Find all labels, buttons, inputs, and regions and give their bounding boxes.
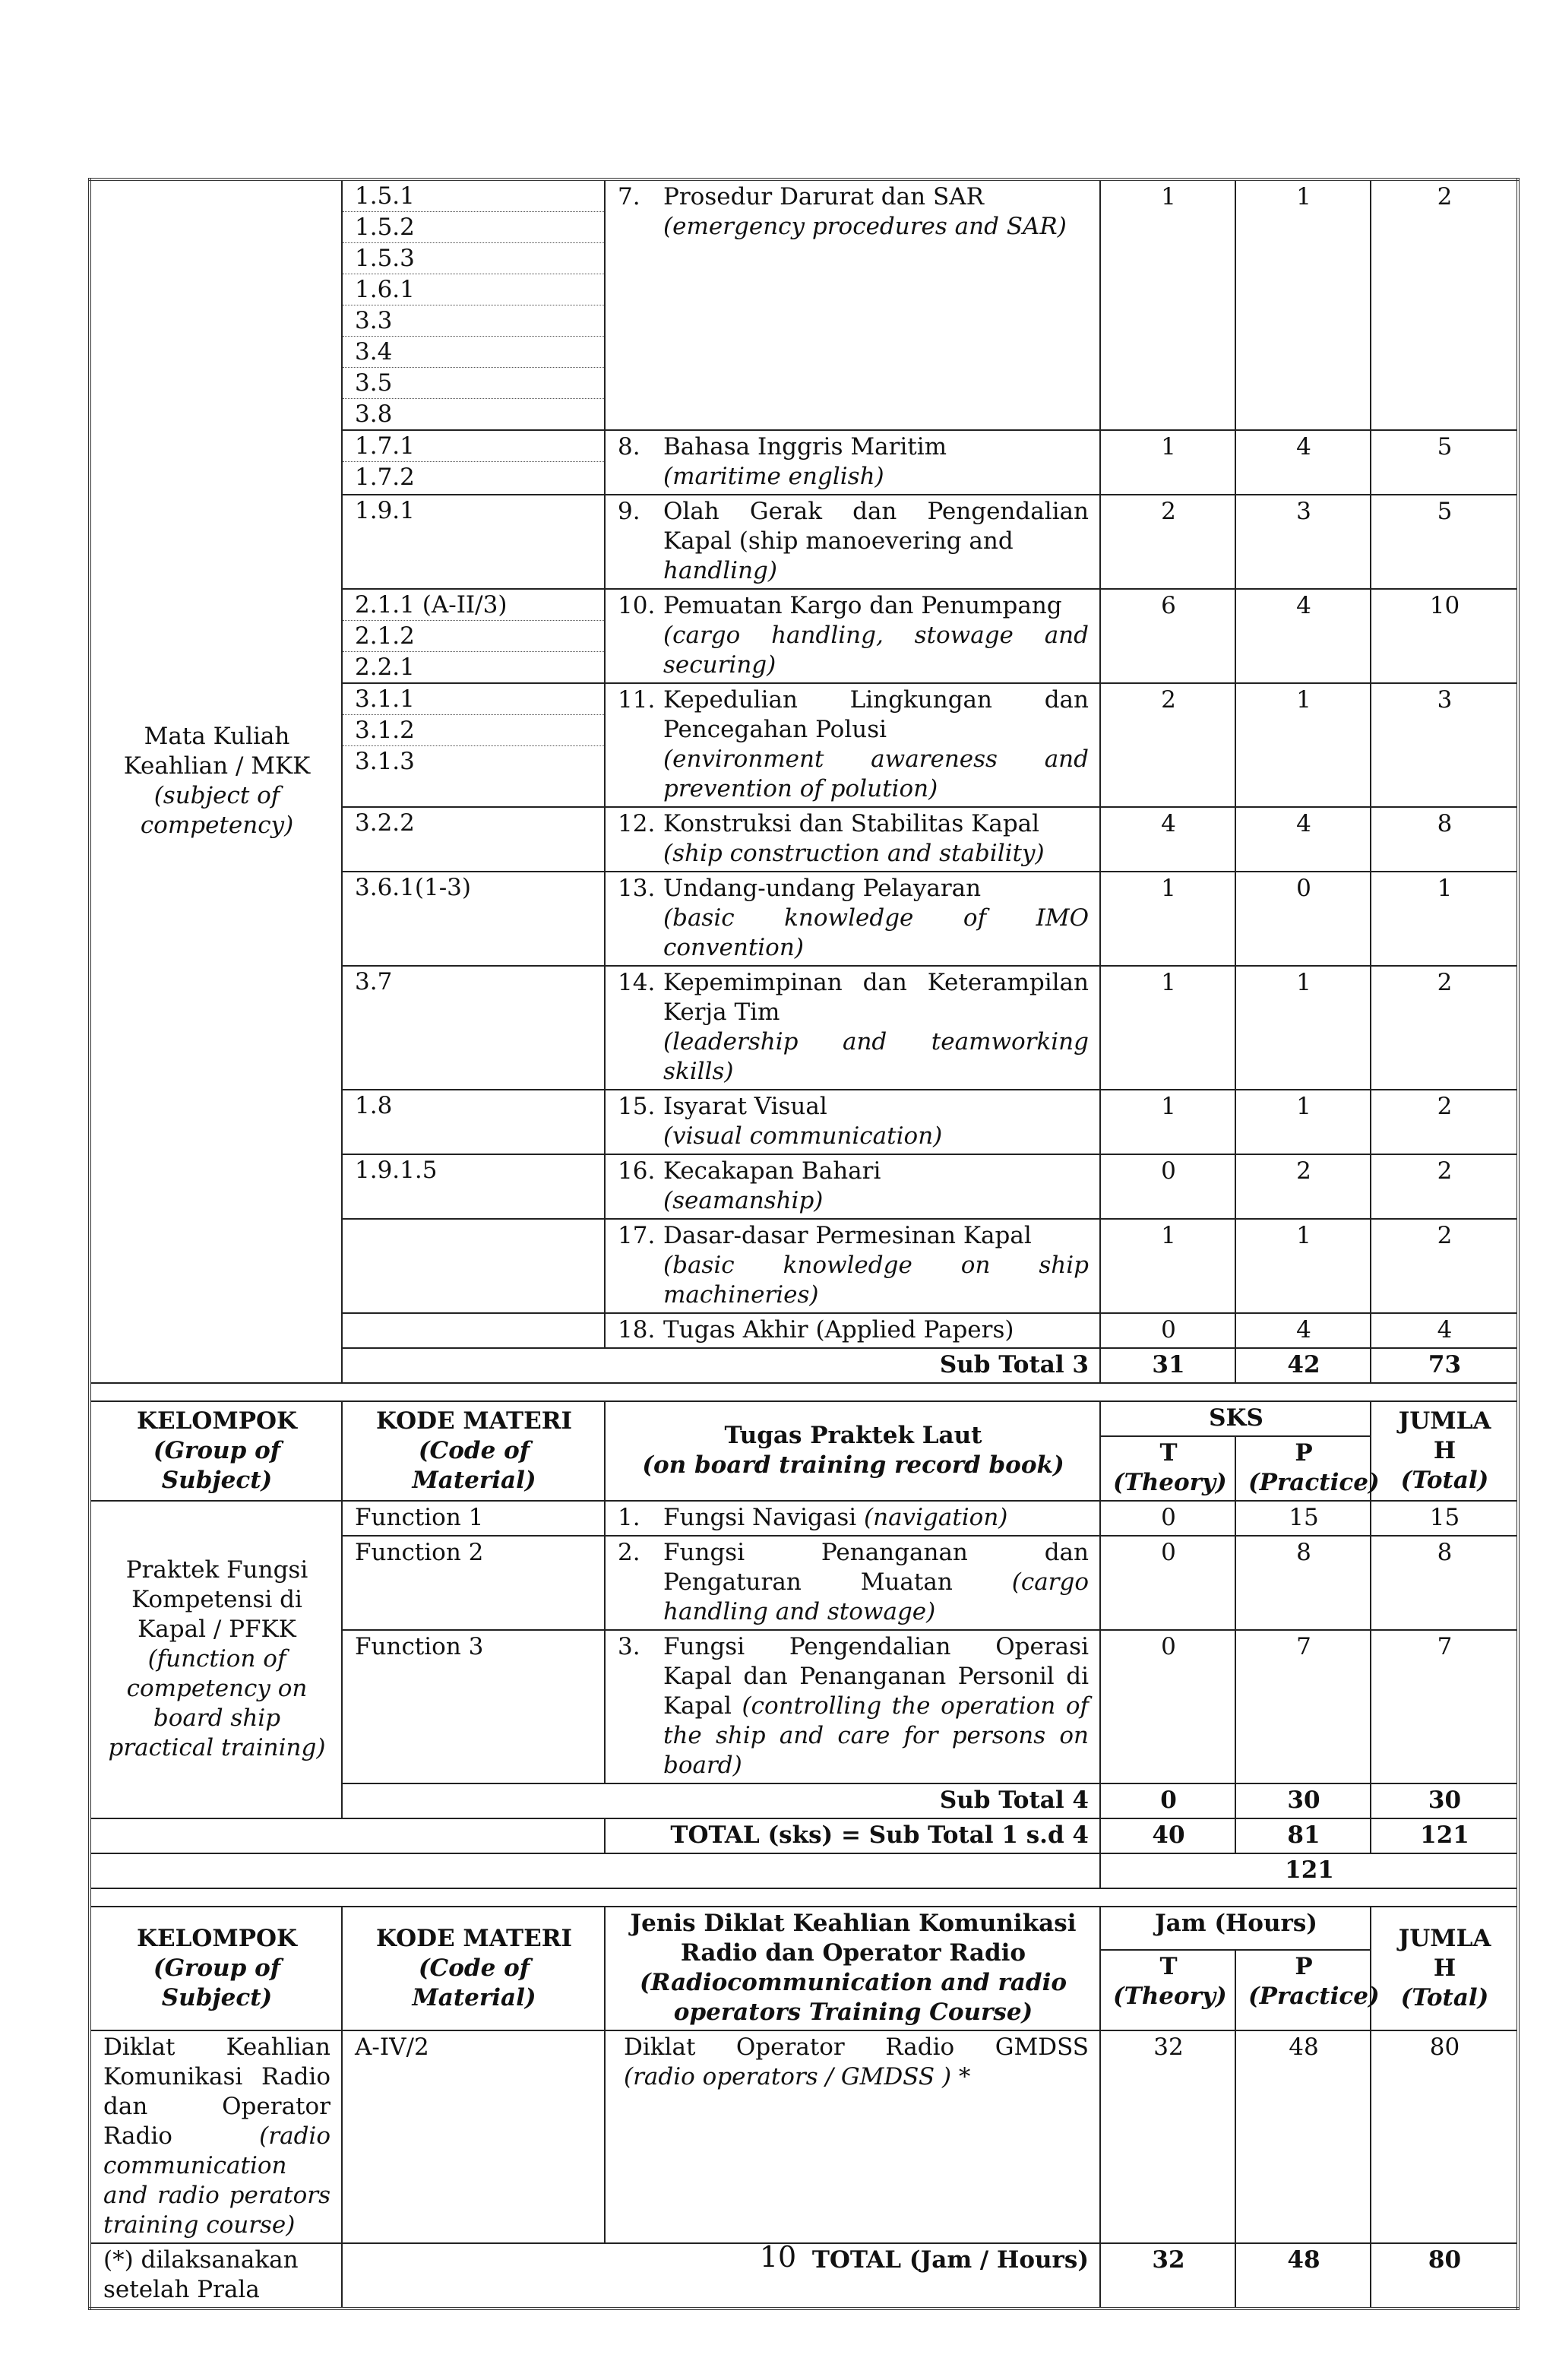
- practice-cell: 1: [1235, 1219, 1371, 1313]
- course-title: Dasar-dasar Permesinan Kapal: [663, 1222, 1032, 1249]
- practice-cell: 0: [1235, 872, 1371, 966]
- course-title-en: (cargo handling, stowage and securing): [663, 622, 1089, 679]
- item-number: 12.: [618, 810, 656, 837]
- practice-cell: 1: [1235, 966, 1371, 1090]
- code-cell: [342, 495, 605, 589]
- header-theory: T (Theory): [1100, 1950, 1235, 2030]
- total-cell: 2: [1371, 179, 1518, 430]
- total-cell: 4: [1371, 1313, 1518, 1348]
- material-code: 1.5.3: [343, 243, 604, 274]
- theory-cell: 32: [1100, 2030, 1235, 2243]
- practice-cell: 8: [1235, 1536, 1371, 1630]
- subtotal-total: 73: [1371, 1348, 1518, 1383]
- item-number: 11.: [618, 686, 656, 714]
- group-cell: Praktek Fungsi Kompetensi di Kapal / PFKK (function of competency on board ship practical training): [90, 1501, 342, 1818]
- subtotal-total: 30: [1371, 1783, 1518, 1818]
- item-number: 1.: [618, 1504, 640, 1531]
- item-number: 16.: [618, 1157, 656, 1185]
- total-theory: 32: [1100, 2243, 1235, 2309]
- course-title: Pemuatan Kargo dan Penumpang: [663, 592, 1062, 619]
- function-title: Fungsi Navigasi: [663, 1504, 857, 1531]
- practice-cell: 1: [1235, 179, 1371, 430]
- course-title-en: (basic knowledge of IMO convention): [663, 904, 1089, 961]
- theory-cell: 1: [1100, 966, 1235, 1090]
- practice-cell: 7: [1235, 1630, 1371, 1783]
- header-jumlah: JUMLA H (Total): [1371, 1401, 1518, 1501]
- theory-cell: 1: [1100, 1219, 1235, 1313]
- total-label: TOTAL (sks) = Sub Total 1 s.d 4: [605, 1818, 1100, 1853]
- practice-cell: 2: [1235, 1154, 1371, 1219]
- material-code: 1.5.2: [343, 212, 604, 243]
- course-title-en: (basic knowledge on ship machineries): [663, 1252, 1089, 1309]
- gmdss-row: [90, 2030, 1518, 2243]
- material-code: 3.1.2: [343, 715, 604, 746]
- theory-cell: 0: [1100, 1154, 1235, 1219]
- theory-cell: 4: [1100, 807, 1235, 872]
- header-title: Jenis Diklat Keahlian Komunikasi Radio dan Operator Radio (Radiocommunication and radio operators Training Course): [605, 1907, 1100, 2030]
- item-number: 8.: [618, 433, 640, 460]
- material-code: 2.1.1 (A-II/3): [343, 590, 604, 621]
- theory-cell: 0: [1100, 1313, 1235, 1348]
- theory-cell: 6: [1100, 589, 1235, 683]
- subtotal-practice: 30: [1235, 1783, 1371, 1818]
- section-mkk: [90, 179, 1518, 1383]
- header-kelompok: KELOMPOK (Group of Subject): [90, 1401, 342, 1501]
- practice-cell: 4: [1235, 589, 1371, 683]
- total-cell: 7: [1371, 1630, 1518, 1783]
- title-cell: [605, 179, 1100, 430]
- function-title-en: (cargo handling and stowage): [663, 1568, 1089, 1625]
- section-pfkk: [90, 1501, 1518, 1888]
- practice-cell: 3: [1235, 495, 1371, 589]
- curriculum-table: [88, 178, 1520, 2310]
- total-cell: 5: [1371, 430, 1518, 495]
- course-title: Olah Gerak dan Pengendalian Kapal (ship manoevering and: [663, 498, 1089, 555]
- subtotal-theory: 0: [1100, 1783, 1235, 1818]
- code-cell: Function 1: [342, 1501, 605, 1536]
- practice-cell: 1: [1235, 683, 1371, 807]
- item-number: 10.: [618, 592, 656, 619]
- header-practice: P (Practice): [1235, 1950, 1371, 2030]
- material-code: 3.8: [355, 400, 393, 428]
- title-cell: [605, 1090, 1100, 1154]
- header-practice: P (Practice): [1235, 1436, 1371, 1501]
- material-code: 1.6.1: [343, 274, 604, 305]
- code-cell: [342, 683, 605, 807]
- total-cell: 80: [1371, 2030, 1518, 2243]
- theory-cell: 1: [1100, 872, 1235, 966]
- total-cell: 2: [1371, 966, 1518, 1090]
- header-kode: KODE MATERI (Code of Material): [342, 1907, 605, 2030]
- code-cell: A-IV/2: [342, 2030, 605, 2243]
- material-code: 1.5.1: [343, 181, 604, 212]
- function-title-en: (navigation): [864, 1504, 1008, 1531]
- practice-cell: 15: [1235, 1501, 1371, 1536]
- theory-cell: 0: [1100, 1501, 1235, 1536]
- header-title: Tugas Praktek Laut (on board training record book): [605, 1401, 1100, 1501]
- material-code: 3.1.3: [355, 748, 415, 775]
- title-cell: [605, 495, 1100, 589]
- code-cell: Function 3: [342, 1630, 605, 1783]
- practice-cell: 4: [1235, 807, 1371, 872]
- material-code: 3.2.2: [355, 809, 415, 837]
- subtotal-label: Sub Total 4: [342, 1783, 1100, 1818]
- course-title: Kecakapan Bahari: [663, 1157, 881, 1185]
- code-cell: Function 2: [342, 1536, 605, 1630]
- practice-cell: 48: [1235, 2030, 1371, 2243]
- title-cell: Diklat Operator Radio GMDSS (radio operators / GMDSS ) *: [605, 2030, 1100, 2243]
- item-number: 15.: [618, 1093, 656, 1120]
- code-cell: [342, 807, 605, 872]
- theory-cell: 1: [1100, 1090, 1235, 1154]
- total-cell: 2: [1371, 1219, 1518, 1313]
- material-code: 1.7.1: [343, 431, 604, 462]
- course-title-en: handling): [663, 557, 777, 584]
- material-code: 3.6.1(1-3): [355, 874, 471, 901]
- total-label: TOTAL (Jam / Hours): [342, 2243, 1100, 2309]
- header-kode: KODE MATERI (Code of Material): [342, 1401, 605, 1501]
- title-cell: [605, 683, 1100, 807]
- course-title-en: (emergency procedures and SAR): [663, 213, 1067, 240]
- title-cell: [605, 1501, 1100, 1536]
- practice-cell: 4: [1235, 430, 1371, 495]
- theory-cell: 2: [1100, 495, 1235, 589]
- total-cell: 1: [1371, 872, 1518, 966]
- title-cell: [605, 1313, 1100, 1348]
- code-cell: [342, 1090, 605, 1154]
- theory-cell: 0: [1100, 1630, 1235, 1783]
- subtotal-practice: 42: [1235, 1348, 1371, 1383]
- practice-cell: 4: [1235, 1313, 1371, 1348]
- item-number: 2.: [618, 1539, 640, 1566]
- course-title: Undang-undang Pelayaran: [663, 875, 982, 902]
- title-cell: [605, 1536, 1100, 1630]
- row-spacer: [90, 1383, 1518, 1401]
- item-number: 17.: [618, 1222, 656, 1249]
- material-code: 3.7: [355, 968, 393, 995]
- group-cell: Mata Kuliah Keahlian / MKK (subject of competency): [90, 179, 342, 1383]
- total-cell: 15: [1371, 1501, 1518, 1536]
- material-code: 1.9.1: [355, 497, 415, 524]
- theory-cell: 0: [1100, 1536, 1235, 1630]
- title-cell: [605, 1630, 1100, 1783]
- course-title-en: (environment awareness and prevention of polution): [663, 745, 1089, 802]
- practice-cell: 1: [1235, 1090, 1371, 1154]
- header-row-gmdss: [90, 1907, 1518, 1950]
- header-kelompok: KELOMPOK (Group of Subject): [90, 1907, 342, 2030]
- item-number: 18.: [618, 1316, 656, 1343]
- function-title: Fungsi Pengendalian Operasi Kapal dan Penanganan Personil di Kapal: [663, 1633, 1089, 1720]
- header-theory: T (Theory): [1100, 1436, 1235, 1501]
- total-practice: 81: [1235, 1818, 1371, 1853]
- material-code: 3.1.1: [343, 684, 604, 715]
- item-number: 3.: [618, 1633, 640, 1660]
- total-total: 80: [1371, 2243, 1518, 2309]
- group-cell: Diklat Keahlian Komunikasi Radio dan Operator Radio (radio communication and radio perators training course): [90, 2030, 342, 2243]
- page-number: 10: [759, 2240, 797, 2274]
- empty-cell: [90, 1853, 1100, 1888]
- header-jumlah: JUMLA H (Total): [1371, 1907, 1518, 2030]
- grand-total-row: [90, 1853, 1518, 1888]
- title-cell: [605, 430, 1100, 495]
- total-row: [90, 1818, 1518, 1853]
- code-cell: [342, 1313, 605, 1348]
- title-cell: [605, 1219, 1100, 1313]
- course-title: Bahasa Inggris Maritim: [663, 433, 947, 460]
- header-sks: SKS: [1100, 1401, 1371, 1436]
- total-cell: 8: [1371, 1536, 1518, 1630]
- material-code: 1.7.2: [355, 464, 415, 491]
- course-title-en: (maritime english): [663, 463, 884, 490]
- subtotal-label: Sub Total 3: [342, 1348, 1100, 1383]
- header-jam: Jam (Hours): [1100, 1907, 1371, 1950]
- total-theory: 40: [1100, 1818, 1235, 1853]
- code-cell: [342, 966, 605, 1090]
- code-cell: [342, 1219, 605, 1313]
- material-code: 3.5: [343, 368, 604, 399]
- curriculum-table-container: [88, 178, 1516, 2310]
- subtotal-theory: 31: [1100, 1348, 1235, 1383]
- title-cell: [605, 966, 1100, 1090]
- note-cell: (*) dilaksanakan setelah Prala: [90, 2243, 342, 2309]
- total-cell: 8: [1371, 807, 1518, 872]
- code-cell: [342, 430, 605, 495]
- course-title-en: (seamanship): [663, 1187, 824, 1214]
- title-cell: [605, 1154, 1100, 1219]
- header-row-pfkk: [90, 1401, 1518, 1436]
- total-cell: 2: [1371, 1154, 1518, 1219]
- course-title: Isyarat Visual: [663, 1093, 827, 1120]
- course-title: Kepedulian Lingkungan dan Pencegahan Polusi: [663, 686, 1089, 743]
- function-row: [90, 1501, 1518, 1536]
- theory-cell: 2: [1100, 683, 1235, 807]
- theory-cell: 1: [1100, 179, 1235, 430]
- course-title: Kepemimpinan dan Keterampilan Kerja Tim: [663, 969, 1089, 1026]
- code-cell: [342, 1154, 605, 1219]
- total-total: 121: [1371, 1818, 1518, 1853]
- course-title: Tugas Akhir (Applied Papers): [663, 1316, 1014, 1343]
- total-cell: 2: [1371, 1090, 1518, 1154]
- code-cell: [342, 589, 605, 683]
- course-row: [90, 179, 1518, 430]
- item-number: 14.: [618, 969, 656, 996]
- total-practice: 48: [1235, 2243, 1371, 2309]
- title-cell: [605, 807, 1100, 872]
- course-title: Konstruksi dan Stabilitas Kapal: [663, 810, 1040, 837]
- material-code: 3.4: [343, 337, 604, 368]
- item-number: 9.: [618, 498, 640, 525]
- material-code: 2.2.1: [355, 654, 415, 681]
- title-cell: [605, 872, 1100, 966]
- material-code: 3.3: [343, 305, 604, 337]
- function-title: Fungsi Penanganan dan Pengaturan Muatan: [663, 1539, 1089, 1596]
- code-cell: [342, 179, 605, 430]
- theory-cell: 1: [1100, 430, 1235, 495]
- grand-total: 121: [1100, 1853, 1518, 1888]
- row-spacer: [90, 1888, 1518, 1907]
- material-code: 1.9.1.5: [355, 1157, 438, 1184]
- title-cell: [605, 589, 1100, 683]
- material-code: 1.8: [355, 1092, 393, 1119]
- total-cell: 10: [1371, 589, 1518, 683]
- course-title-en: (leadership and teamworking skills): [663, 1028, 1089, 1085]
- empty-cell: [90, 1818, 605, 1853]
- material-code: 2.1.2: [343, 621, 604, 652]
- course-title-en: (ship construction and stability): [663, 840, 1045, 867]
- course-title-en: (visual communication): [663, 1122, 943, 1150]
- item-number: 7.: [618, 183, 640, 210]
- total-cell: 5: [1371, 495, 1518, 589]
- item-number: 13.: [618, 875, 656, 902]
- course-title: Prosedur Darurat dan SAR: [663, 183, 984, 210]
- total-cell: 3: [1371, 683, 1518, 807]
- function-title-en: (controlling the operation of the ship and care for persons on board): [663, 1692, 1090, 1779]
- code-cell: [342, 872, 605, 966]
